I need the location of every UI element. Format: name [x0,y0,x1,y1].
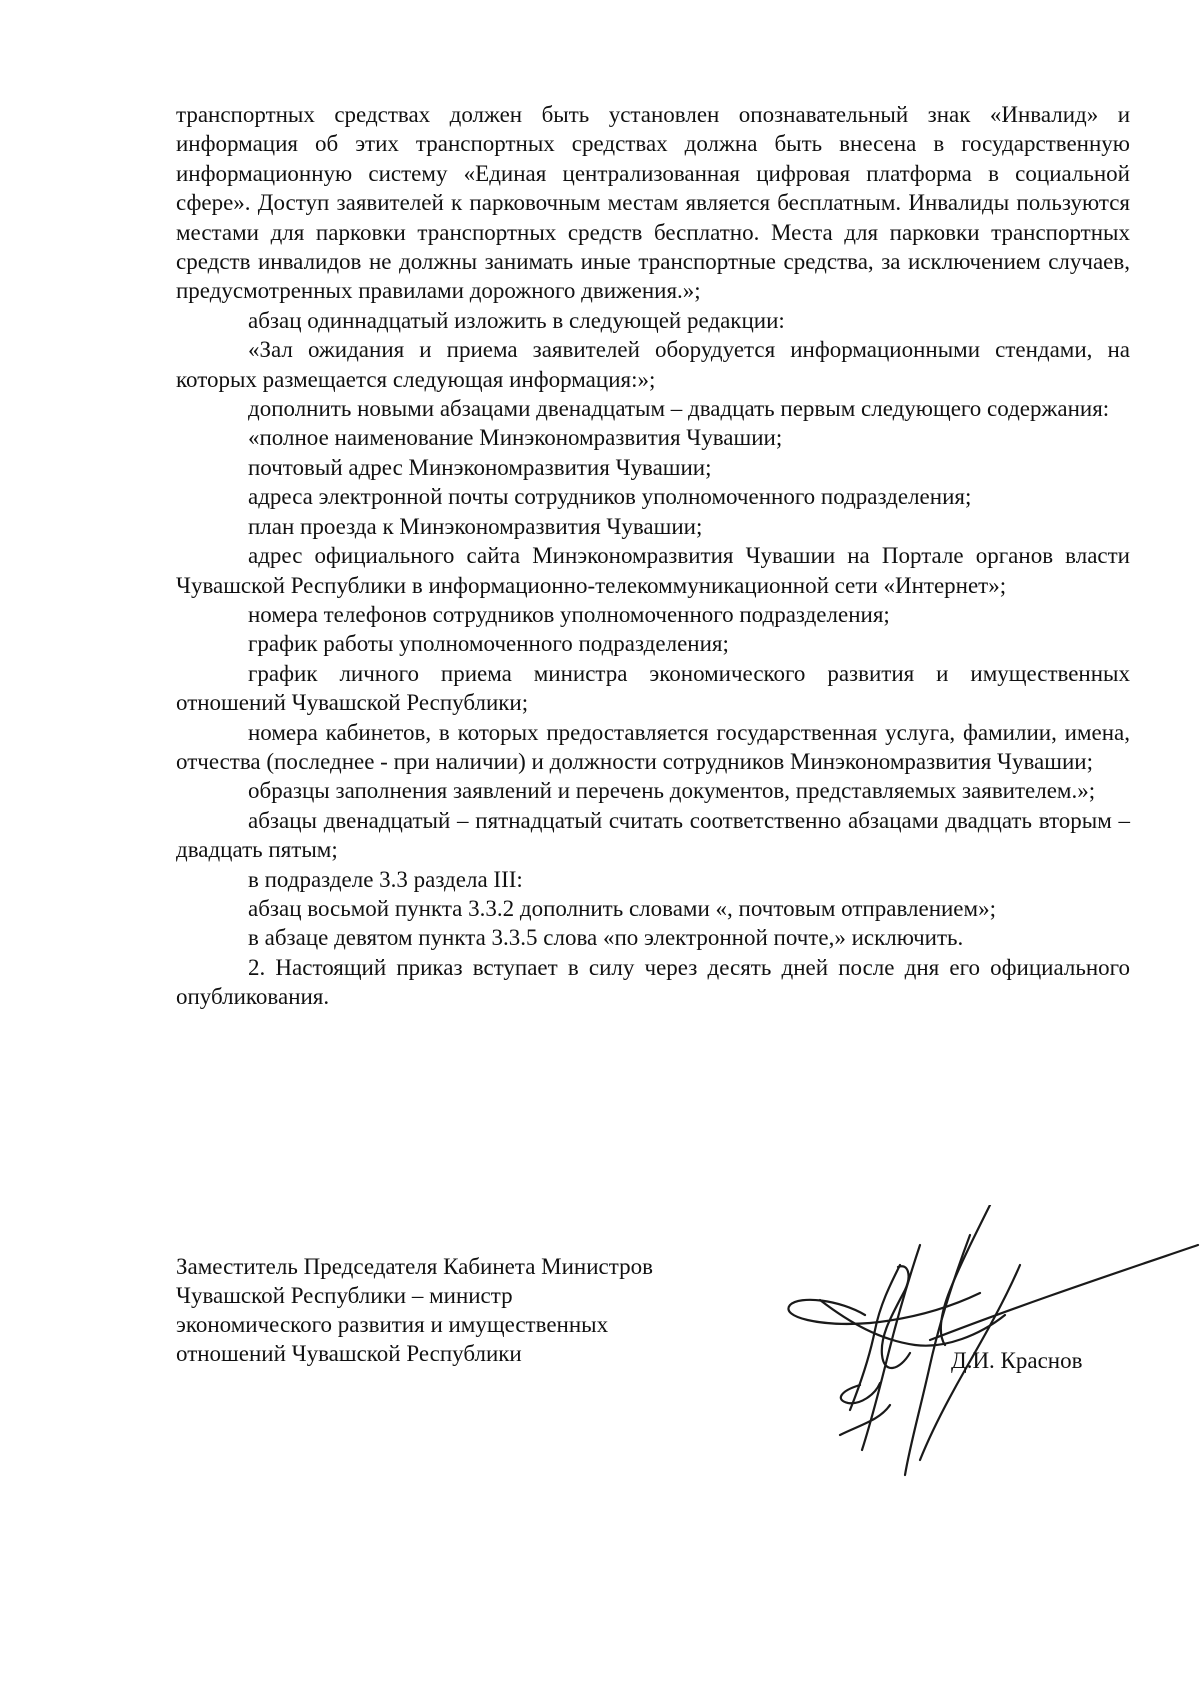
paragraph: план проезда к Минэкономразвития Чувашии; [248,513,703,539]
paragraph: «полное наименование Минэкономразвития Чувашии; [248,425,783,451]
paragraph: в подразделе 3.3 раздела III: [248,866,523,892]
paragraph: почтовый адрес Минэкономразвития Чувашии; [248,454,712,480]
document-body [176,100,1130,1012]
paragraph: дополнить новыми абзацами двенадцатым – двадцать первым следующего содержания: [248,396,1110,422]
paragraph: образцы заполнения заявлений и перечень документов, представляемых заявителем.»; [248,778,1096,804]
paragraph: номера кабинетов, в которых предоставляется государственная услуга, фамилии, имена, отчества (последнее - при наличии) и должности сотрудников Минэкономразвития Чувашии; [176,719,1130,774]
paragraph: график личного приема министра экономического развития и имущественных отношений Чувашской Республики; [176,660,1130,716]
paragraph: в абзаце девятом пункта 3.3.5 слова «по электронной почте,» исключить. [248,925,964,951]
signature-position-block [176,1252,776,1368]
paragraph: «Зал ожидания и приема заявителей оборудуется информационными стендами, на которых размещается следующая информация:»; [176,337,1130,392]
paragraph: график работы уполномоченного подразделения; [248,631,729,657]
paragraph: адрес официального сайта Минэкономразвития Чувашии на Портале органов власти Чувашской Республики в информационно-телекоммуникационной сети «Интернет»; [176,543,1130,598]
paragraph: абзац одиннадцатый изложить в следующей редакции: [248,307,785,333]
paragraph: транспортных средствах должен быть установлен опознавательный знак «Инвалид» и информация об этих транспортных средствах должна быть внесена в государственную информационную систему «Единая централизованная цифровая платформа в социальной сфере». Доступ заявителей к парковочным местам является бесплатным. Инвалиды пользуются местами для парковки транспортных средств бесплатно. Места для парковки транспортных средств инвалидов не должны занимать иные транспортные средства, за исключением случаев, предусмотренных правилами дорожного движения.»; [176,102,1130,304]
paragraph: 2. Настоящий приказ вступает в силу через десять дней после дня его официального опубликования. [176,954,1130,1010]
paragraph: абзац восьмой пункта 3.3.2 дополнить словами «, почтовым отправлением»; [248,895,996,921]
position-line: Чувашской Республики – министр [176,1283,513,1308]
position-line: экономического развития и имущественных [176,1312,609,1337]
paragraph: абзацы двенадцатый – пятнадцатый считать соответственно абзацами двадцать вторым – двадцать пятым; [176,807,1130,863]
paragraph: номера телефонов сотрудников уполномоченного подразделения; [248,601,890,627]
position-line: отношений Чувашской Республики [176,1341,522,1366]
paragraph: адреса электронной почты сотрудников уполномоченного подразделения; [248,484,972,510]
position-line: Заместитель Председателя Кабинета Министров [176,1254,653,1279]
signer-name: Д.И. Краснов [951,1348,1083,1373]
